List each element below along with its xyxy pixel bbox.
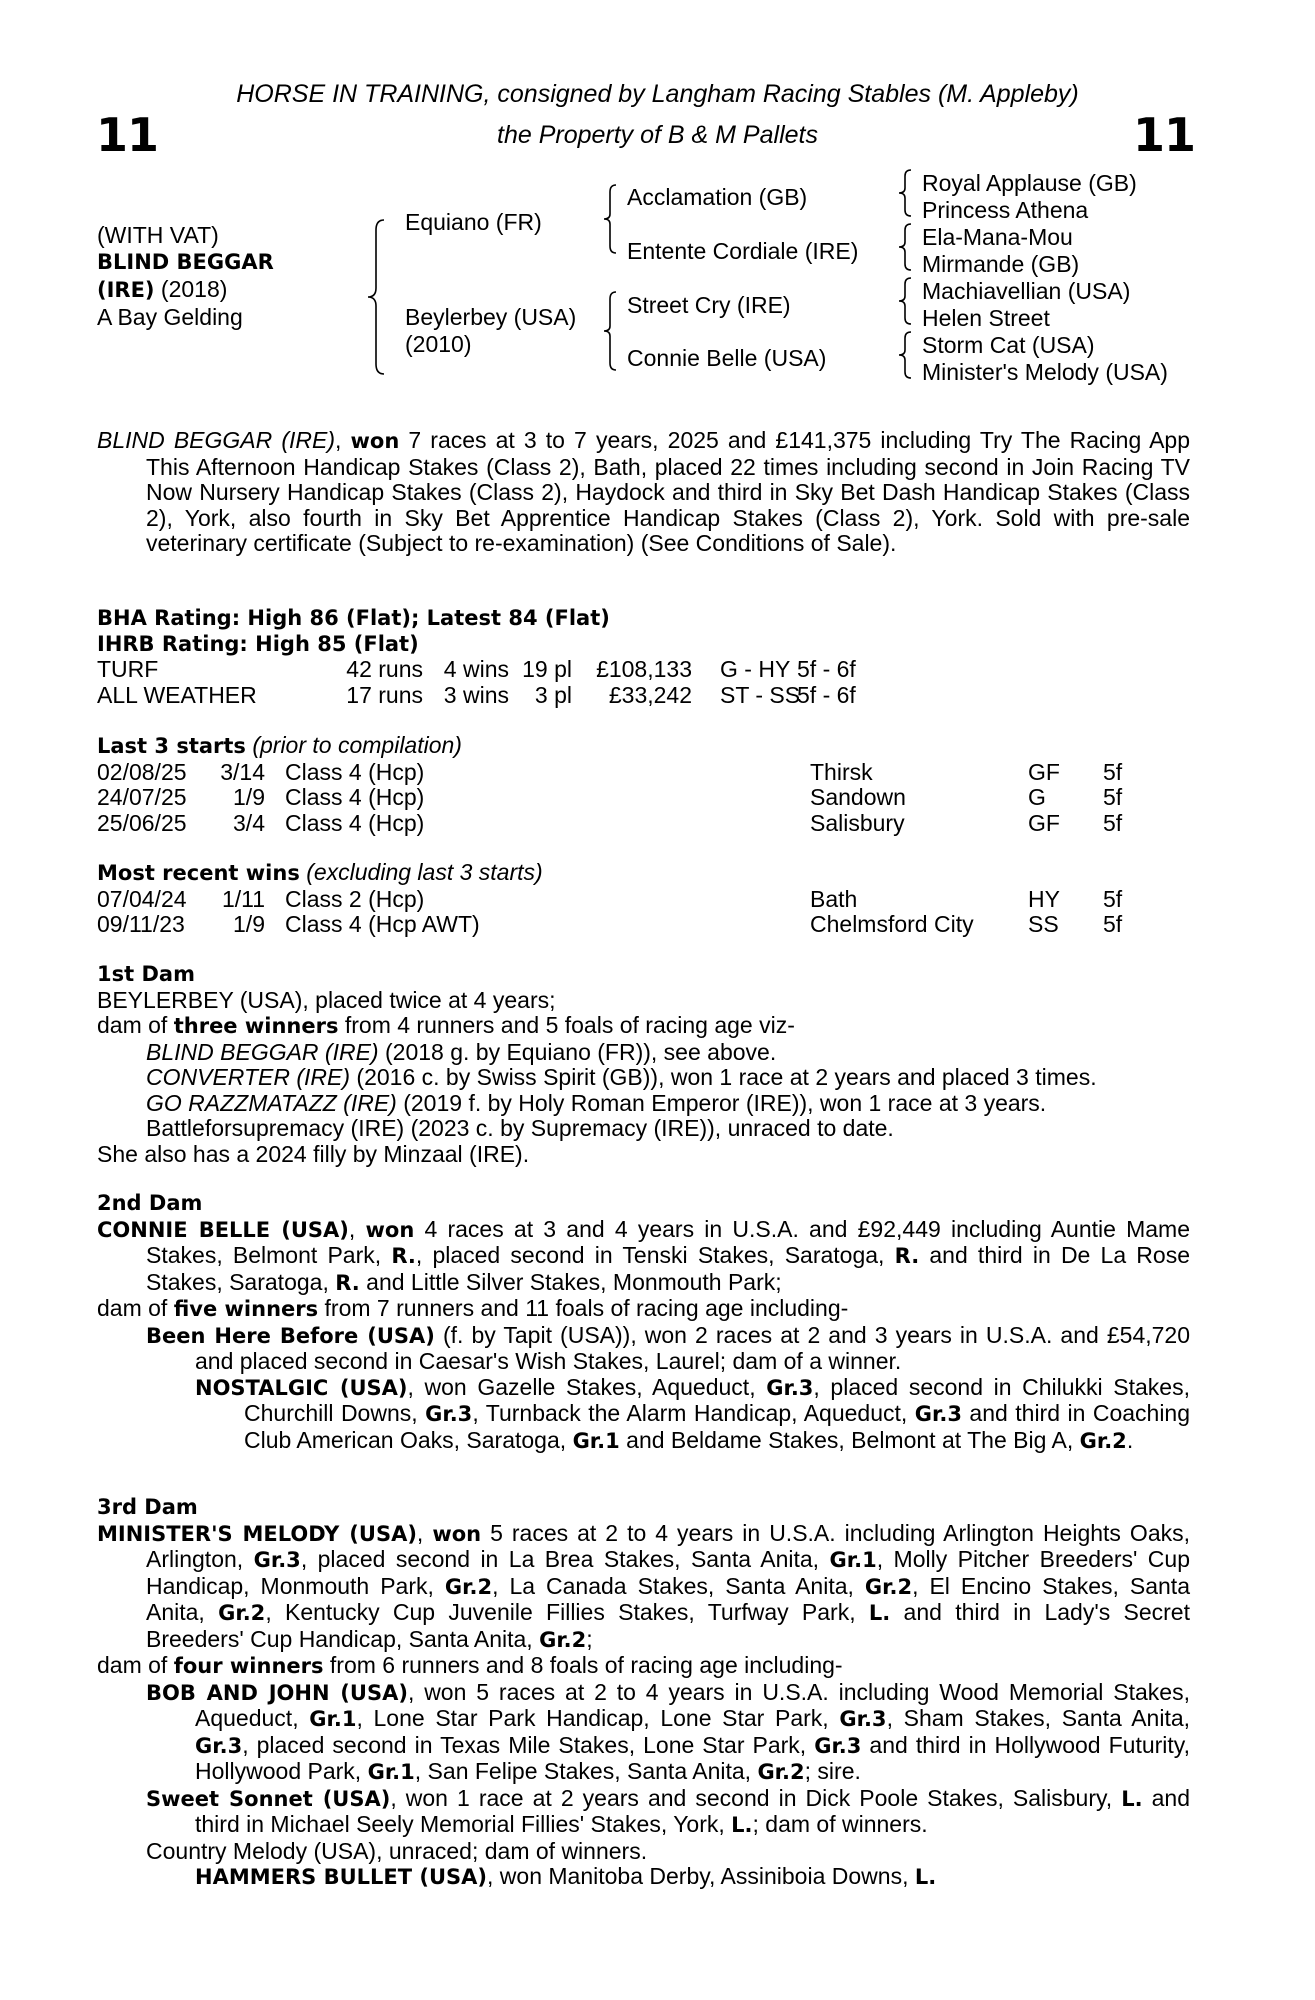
grade: Gr.3	[839, 1707, 887, 1731]
race-record-won: won	[350, 429, 400, 453]
stats-runs: 42 runs	[346, 656, 423, 682]
third-dam-title: 3rd Dam	[97, 1495, 198, 1519]
progeny-been-here-before	[97, 1323, 1190, 1375]
recent-wins-note: (excluding last 3 starts)	[306, 859, 543, 885]
grade: Gr.3	[814, 1733, 862, 1758]
pedigree-sire-sire: Acclamation (GB)	[627, 184, 808, 210]
stats-placed: 19 pl	[522, 656, 572, 682]
property-line: the Property of B & M Pallets	[497, 121, 818, 149]
third-dam-produce	[97, 1653, 1190, 1680]
text: and third in Coaching Club American Oaks, Saratoga,	[244, 1400, 1191, 1453]
start-race: Class 4 (Hcp)	[285, 809, 425, 836]
text: 4 races at 3 and 4 years in U.S.A. and £92,449 including Auntie Mame Stakes, Belmont Park,	[146, 1215, 1191, 1268]
text: from 6 runners and 8 foals of racing age including-	[323, 1652, 843, 1678]
pedigree-brace-gen3-3	[897, 276, 913, 326]
grade: Gr.1	[367, 1760, 415, 1784]
stats-prize: £108,133	[596, 656, 692, 682]
grade: R.	[391, 1244, 416, 1268]
progeny-item	[97, 1065, 1190, 1091]
start-going: G	[1028, 784, 1046, 810]
horse-name-line2	[97, 276, 274, 304]
start-distance: 5f	[1103, 809, 1123, 836]
horse-identity	[97, 222, 274, 331]
progeny-item	[97, 1091, 1190, 1117]
stats-row-turf	[97, 657, 1190, 683]
text: ; sire.	[804, 1758, 861, 1784]
pedigree-dam: Beylerbey (USA)	[405, 304, 577, 330]
grade: L.	[914, 1865, 937, 1889]
grade: Gr.2	[218, 1601, 266, 1625]
text: , placed second in Chilukki Stakes, Churchill Downs,	[244, 1373, 1190, 1426]
ihrb-rating: IHRB Rating: High 85 (Flat)	[97, 631, 419, 656]
progeny-name: Been Here Before (USA)	[146, 1323, 435, 1348]
grade: Gr.3	[914, 1402, 962, 1426]
pedigree-gen3-8: Minister's Melody (USA)	[922, 359, 1168, 385]
recent-wins	[97, 860, 1190, 938]
stats-distance: 5f - 6f	[797, 656, 856, 682]
start-row	[97, 785, 1190, 811]
pedigree-brace-dam	[602, 290, 618, 372]
grade: Gr.1	[572, 1428, 620, 1453]
bha-rating: BHA Rating: High 86 (Flat); Latest 84 (Flat)	[97, 606, 610, 630]
grade: R.	[894, 1244, 920, 1268]
progeny-name: HAMMERS BULLET (USA)	[195, 1865, 488, 1889]
text: , won Gazelle Stakes, Aqueduct,	[407, 1373, 767, 1400]
stats-distance: 5f - 6f	[797, 681, 856, 708]
text: , placed second in Tenski Stakes, Saratoga,	[415, 1242, 895, 1268]
grade: Gr.2	[539, 1627, 587, 1652]
grade: L.	[731, 1813, 753, 1837]
pedigree-gen3-7: Storm Cat (USA)	[922, 332, 1095, 358]
vat-label: (WITH VAT)	[97, 222, 219, 248]
horse-year: (2018)	[160, 276, 228, 302]
text: dam of	[97, 1012, 174, 1038]
won-label: won	[365, 1217, 415, 1242]
progeny-nostalgic	[97, 1375, 1190, 1455]
text: and third in Michael Seely Memorial Fillies' Stakes, York,	[195, 1784, 1191, 1837]
recent-wins-title: Most recent wins	[97, 861, 300, 885]
first-dam-title: 1st Dam	[97, 962, 195, 986]
pedigree-brace-gen3-2	[897, 222, 913, 272]
text: dam of	[97, 1652, 174, 1678]
text: , placed second in La Brea Stakes, Santa Anita,	[300, 1546, 830, 1572]
pedigree-gen3-2: Princess Athena	[922, 197, 1089, 223]
text: , La Canada Stakes, Santa Anita,	[492, 1572, 865, 1599]
lot-number-left: 11	[96, 108, 159, 162]
pedigree-gen3-5: Machiavellian (USA)	[922, 278, 1131, 304]
progeny-text: (2019 f. by Holy Roman Emperor (IRE)), won 1 race at 3 years.	[396, 1089, 1047, 1116]
consignor-line: HORSE IN TRAINING, consigned by Langham Racing Stables (M. Appleby)	[236, 80, 1079, 108]
progeny-item	[97, 1116, 1190, 1142]
win-race: Class 4 (Hcp AWT)	[285, 911, 480, 937]
start-course: Salisbury	[810, 809, 905, 836]
progeny-name: BOB AND JOHN (USA)	[146, 1680, 408, 1705]
first-dam-line2	[97, 1013, 1190, 1040]
pedigree-sire: Equiano (FR)	[405, 209, 542, 235]
horse-description: A Bay Gelding	[97, 304, 243, 330]
win-going: HY	[1028, 885, 1060, 912]
dam-name: CONNIE BELLE (USA)	[97, 1217, 349, 1242]
progeny-text: (2023 c. by Supremacy (IRE)), unraced to date.	[404, 1115, 894, 1141]
first-dam-line1: BEYLERBEY (USA), placed twice at 4 years;	[97, 986, 556, 1013]
start-course: Sandown	[810, 784, 906, 810]
stats-wins: 4 wins	[443, 656, 509, 682]
ratings-block	[97, 606, 1190, 708]
text: , Molly Pitcher Breeders' Cup Handicap, Monmouth Park,	[146, 1546, 1190, 1599]
pedigree-gen3-3: Ela-Mana-Mou	[922, 224, 1073, 250]
text: and Beldame Stakes, Belmont at The Big A,	[619, 1426, 1080, 1453]
text: and third in De La Rose Stakes, Saratoga,	[146, 1242, 1190, 1295]
race-record	[97, 428, 1190, 557]
progeny-hammers-bullet	[97, 1864, 1190, 1891]
start-date: 25/06/25	[97, 809, 187, 836]
progeny-text: (f. by Tapit (USA)), won 2 races at 2 and 3 years in U.S.A. and £54,720 and placed second in Caesar's Wish Stakes, Laurel; dam of a winner.	[195, 1321, 1191, 1374]
progeny-name: Battleforsupremacy (IRE)	[146, 1115, 405, 1141]
second-dam-title: 2nd Dam	[97, 1191, 203, 1215]
winners-count: five winners	[173, 1297, 319, 1321]
second-dam-produce	[97, 1296, 1190, 1323]
stats-placed: 3 pl	[534, 681, 572, 708]
stats-runs: 17 runs	[346, 681, 423, 708]
text: , San Felipe Stakes, Santa Anita,	[414, 1758, 758, 1784]
start-distance: 5f	[1103, 784, 1123, 810]
win-course: Bath	[810, 885, 858, 912]
win-course: Chelmsford City	[810, 911, 974, 937]
progeny-name: CONVERTER (IRE)	[146, 1064, 351, 1090]
grade: Gr.3	[253, 1548, 301, 1572]
grade: Gr.3	[195, 1733, 243, 1758]
stats-wins: 3 wins	[443, 681, 509, 708]
pedigree-dam-dam: Connie Belle (USA)	[627, 345, 827, 371]
pedigree-brace-gen3-4	[897, 330, 913, 380]
grade: Gr.3	[425, 1402, 473, 1426]
start-position: 3/14	[220, 758, 265, 785]
progeny-text: (2016 c. by Swiss Spirit (GB)), won 1 race at 2 years and placed 3 times.	[350, 1064, 1097, 1090]
grade: R.	[335, 1270, 360, 1295]
start-row	[97, 811, 1190, 837]
stats-surface: ALL WEATHER	[97, 681, 257, 708]
progeny-name: Sweet Sonnet (USA)	[146, 1786, 391, 1811]
horse-name: BLIND BEGGAR	[97, 250, 274, 274]
progeny-name: NOSTALGIC (USA)	[195, 1375, 408, 1400]
first-dam	[97, 962, 1190, 1167]
text: ;	[586, 1625, 593, 1652]
last-starts	[97, 733, 1190, 836]
pedigree-gen3-6: Helen Street	[922, 305, 1050, 331]
win-row	[97, 912, 1190, 938]
pedigree-gen3-4: Mirmande (GB)	[922, 251, 1080, 277]
text: 5 races at 2 to 4 years in U.S.A. including Arlington Heights Oaks, Arlington,	[146, 1519, 1190, 1572]
last-starts-note: (prior to compilation)	[252, 732, 462, 758]
won-label: won	[432, 1521, 482, 1546]
text: , Lone Star Park Handicap, Lone Star Park,	[356, 1705, 840, 1731]
third-dam	[97, 1495, 1190, 1891]
pedigree-brace-gen3-1	[897, 168, 913, 218]
pedigree-brace-main	[366, 218, 388, 376]
start-course: Thirsk	[810, 758, 873, 785]
stats-row-all-weather	[97, 683, 1190, 709]
win-position: 1/11	[221, 885, 265, 912]
race-record-horse: BLIND BEGGAR (IRE)	[97, 427, 336, 453]
stats-prize: £33,242	[608, 681, 692, 708]
progeny-bob-and-john	[97, 1680, 1190, 1786]
text: , Turnback the Alarm Handicap, Aqueduct,	[472, 1400, 915, 1426]
text: and Little Silver Stakes, Monmouth Park;	[359, 1268, 782, 1295]
text: , placed second in Texas Mile Stakes, Lone Star Park,	[242, 1731, 815, 1758]
start-date: 24/07/25	[97, 784, 187, 810]
text: , Kentucky Cup Juvenile Fillies Stakes, Turfway Park,	[265, 1599, 869, 1625]
first-dam-footer: She also has a 2024 filly by Minzaal (IRE).	[97, 1140, 530, 1167]
race-record-text: BLIND BEGGAR (IRE), won 7 races at 3 to 7 years, 2025 and £141,375 including Try The Racing App This Afternoon Handicap Stakes (Class 2), Bath, placed 22 times including second in Join Racing TV Now Nursery Handicap Stakes (Class 2), Haydock and third in Sky Bet Dash Handicap Stakes (Class 2), York, also fourth in Sky Bet Apprentice Handicap Stakes (Class 2), York. Sold with pre-sale veterinary certificate (Subject to re-examination) (See Conditions of Sale).	[97, 427, 1190, 556]
pedigree-dam-year: (2010)	[405, 331, 472, 357]
stats-surface: TURF	[97, 656, 159, 682]
progeny-name: BLIND BEGGAR (IRE)	[146, 1038, 379, 1065]
text: and third in Hollywood Futurity, Hollywood Park,	[195, 1731, 1190, 1784]
text: , won 1 race at 2 years and second in Dick Poole Stakes, Salisbury,	[390, 1784, 1122, 1811]
winners-count: three winners	[173, 1014, 339, 1038]
win-position: 1/9	[233, 911, 265, 937]
start-position: 3/4	[233, 809, 265, 836]
third-dam-record: MINISTER'S MELODY (USA), won 5 races at 2 to 4 years in U.S.A. including Arlington Heights Oaks, Arlington, Gr.3, placed second in La Brea Stakes, Santa Anita, Gr.1, Molly Pitcher Breeders' Cup Handicap, Monmouth Park, Gr.2, La Canada Stakes, Santa Anita, Gr.2, El Encino Stakes, Santa Anita, Gr.2, Kentucky Cup Juvenile Fillies Stakes, Turfway Park, L. and third in Lady's Secret Breeders' Cup Handicap, Santa Anita, Gr.2;	[97, 1519, 1190, 1652]
last-starts-title: Last 3 starts	[97, 734, 246, 758]
win-race: Class 2 (Hcp)	[285, 885, 425, 912]
grade: Gr.2	[444, 1574, 493, 1599]
progeny-sweet-sonnet	[97, 1786, 1190, 1839]
win-date: 09/11/23	[97, 911, 185, 937]
progeny-item	[97, 1040, 1190, 1066]
grade: Gr.1	[829, 1548, 877, 1572]
progeny-country-melody: Country Melody (USA), unraced; dam of winners.	[146, 1837, 648, 1864]
pedigree-brace-sire	[602, 183, 618, 255]
progeny-text: (2018 g. by Equiano (FR)), see above.	[378, 1038, 777, 1065]
win-distance: 5f	[1103, 911, 1123, 937]
grade: Gr.3	[766, 1375, 814, 1400]
start-going: GF	[1028, 809, 1060, 836]
second-dam	[97, 1191, 1190, 1454]
race-record-body: 7 races at 3 to 7 years, 2025 and £141,375 including Try The Racing App This Afternoon Handicap Stakes (Class 2), Bath, placed 22 times including second in Join Racing TV Now Nursery Handicap Stakes (Class 2), Haydock and third in Sky Bet Dash Handicap Stakes (Class 2), York, also fourth in Sky Bet Apprentice Handicap Stakes (Class 2), York. Sold with pre-sale veterinary certificate (Subject to re-examination) (See Conditions of Sale).	[146, 427, 1190, 556]
start-going: GF	[1028, 758, 1060, 785]
pedigree-dam-sire: Street Cry (IRE)	[627, 292, 791, 318]
text: dam of	[97, 1295, 174, 1321]
win-going: SS	[1028, 911, 1059, 937]
stats-going: ST - SS	[720, 681, 801, 708]
win-distance: 5f	[1103, 885, 1123, 912]
start-date: 02/08/25	[97, 758, 187, 785]
start-row	[97, 760, 1190, 786]
horse-country: (IRE)	[97, 278, 155, 302]
text: .	[1126, 1426, 1134, 1453]
grade: Gr.1	[309, 1707, 357, 1731]
lot-number-right: 11	[1133, 108, 1196, 162]
win-date: 07/04/24	[97, 885, 187, 912]
recent-wins-heading	[97, 860, 1190, 887]
start-race: Class 4 (Hcp)	[285, 758, 425, 785]
progeny-name: GO RAZZMATAZZ (IRE)	[146, 1089, 397, 1116]
second-dam-record: CONNIE BELLE (USA), won 4 races at 3 and 4 years in U.S.A. and £92,449 including Auntie Mame Stakes, Belmont Park, R., placed second in Tenski Stakes, Saratoga, R. and third in De La Rose Stakes, Saratoga, R. and Little Silver Stakes, Monmouth Park;	[97, 1215, 1191, 1295]
dam-name: MINISTER'S MELODY (USA)	[97, 1521, 417, 1546]
text: ; dam of winners.	[752, 1811, 928, 1837]
grade: Gr.2	[1079, 1428, 1127, 1453]
grade: Gr.2	[757, 1760, 805, 1784]
text: and third in Lady's Secret Breeders' Cup Handicap, Santa Anita,	[146, 1599, 1190, 1652]
text: , won Manitoba Derby, Assiniboia Downs,	[487, 1863, 915, 1889]
pedigree-gen3-1: Royal Applause (GB)	[922, 170, 1137, 196]
text: , El Encino Stakes, Santa Anita,	[146, 1572, 1190, 1625]
grade: L.	[1121, 1786, 1143, 1811]
pedigree-sire-dam: Entente Cordiale (IRE)	[627, 238, 859, 264]
grade: L.	[868, 1601, 891, 1625]
text: from 4 runners and 5 foals of racing age viz-	[338, 1012, 795, 1038]
stats-going: G - HY	[720, 656, 791, 682]
win-row	[97, 887, 1190, 913]
text: , Sham Stakes, Santa Anita,	[886, 1705, 1191, 1731]
winners-count: four winners	[173, 1654, 324, 1678]
text: from 7 runners and 11 foals of racing age including-	[318, 1295, 849, 1321]
start-distance: 5f	[1103, 758, 1123, 785]
last-starts-heading	[97, 733, 1190, 760]
text: , won 5 races at 2 to 4 years in U.S.A. including Wood Memorial Stakes, Aqueduct,	[195, 1678, 1190, 1731]
start-position: 1/9	[233, 784, 265, 810]
grade: Gr.2	[864, 1574, 913, 1599]
start-race: Class 4 (Hcp)	[285, 784, 425, 810]
